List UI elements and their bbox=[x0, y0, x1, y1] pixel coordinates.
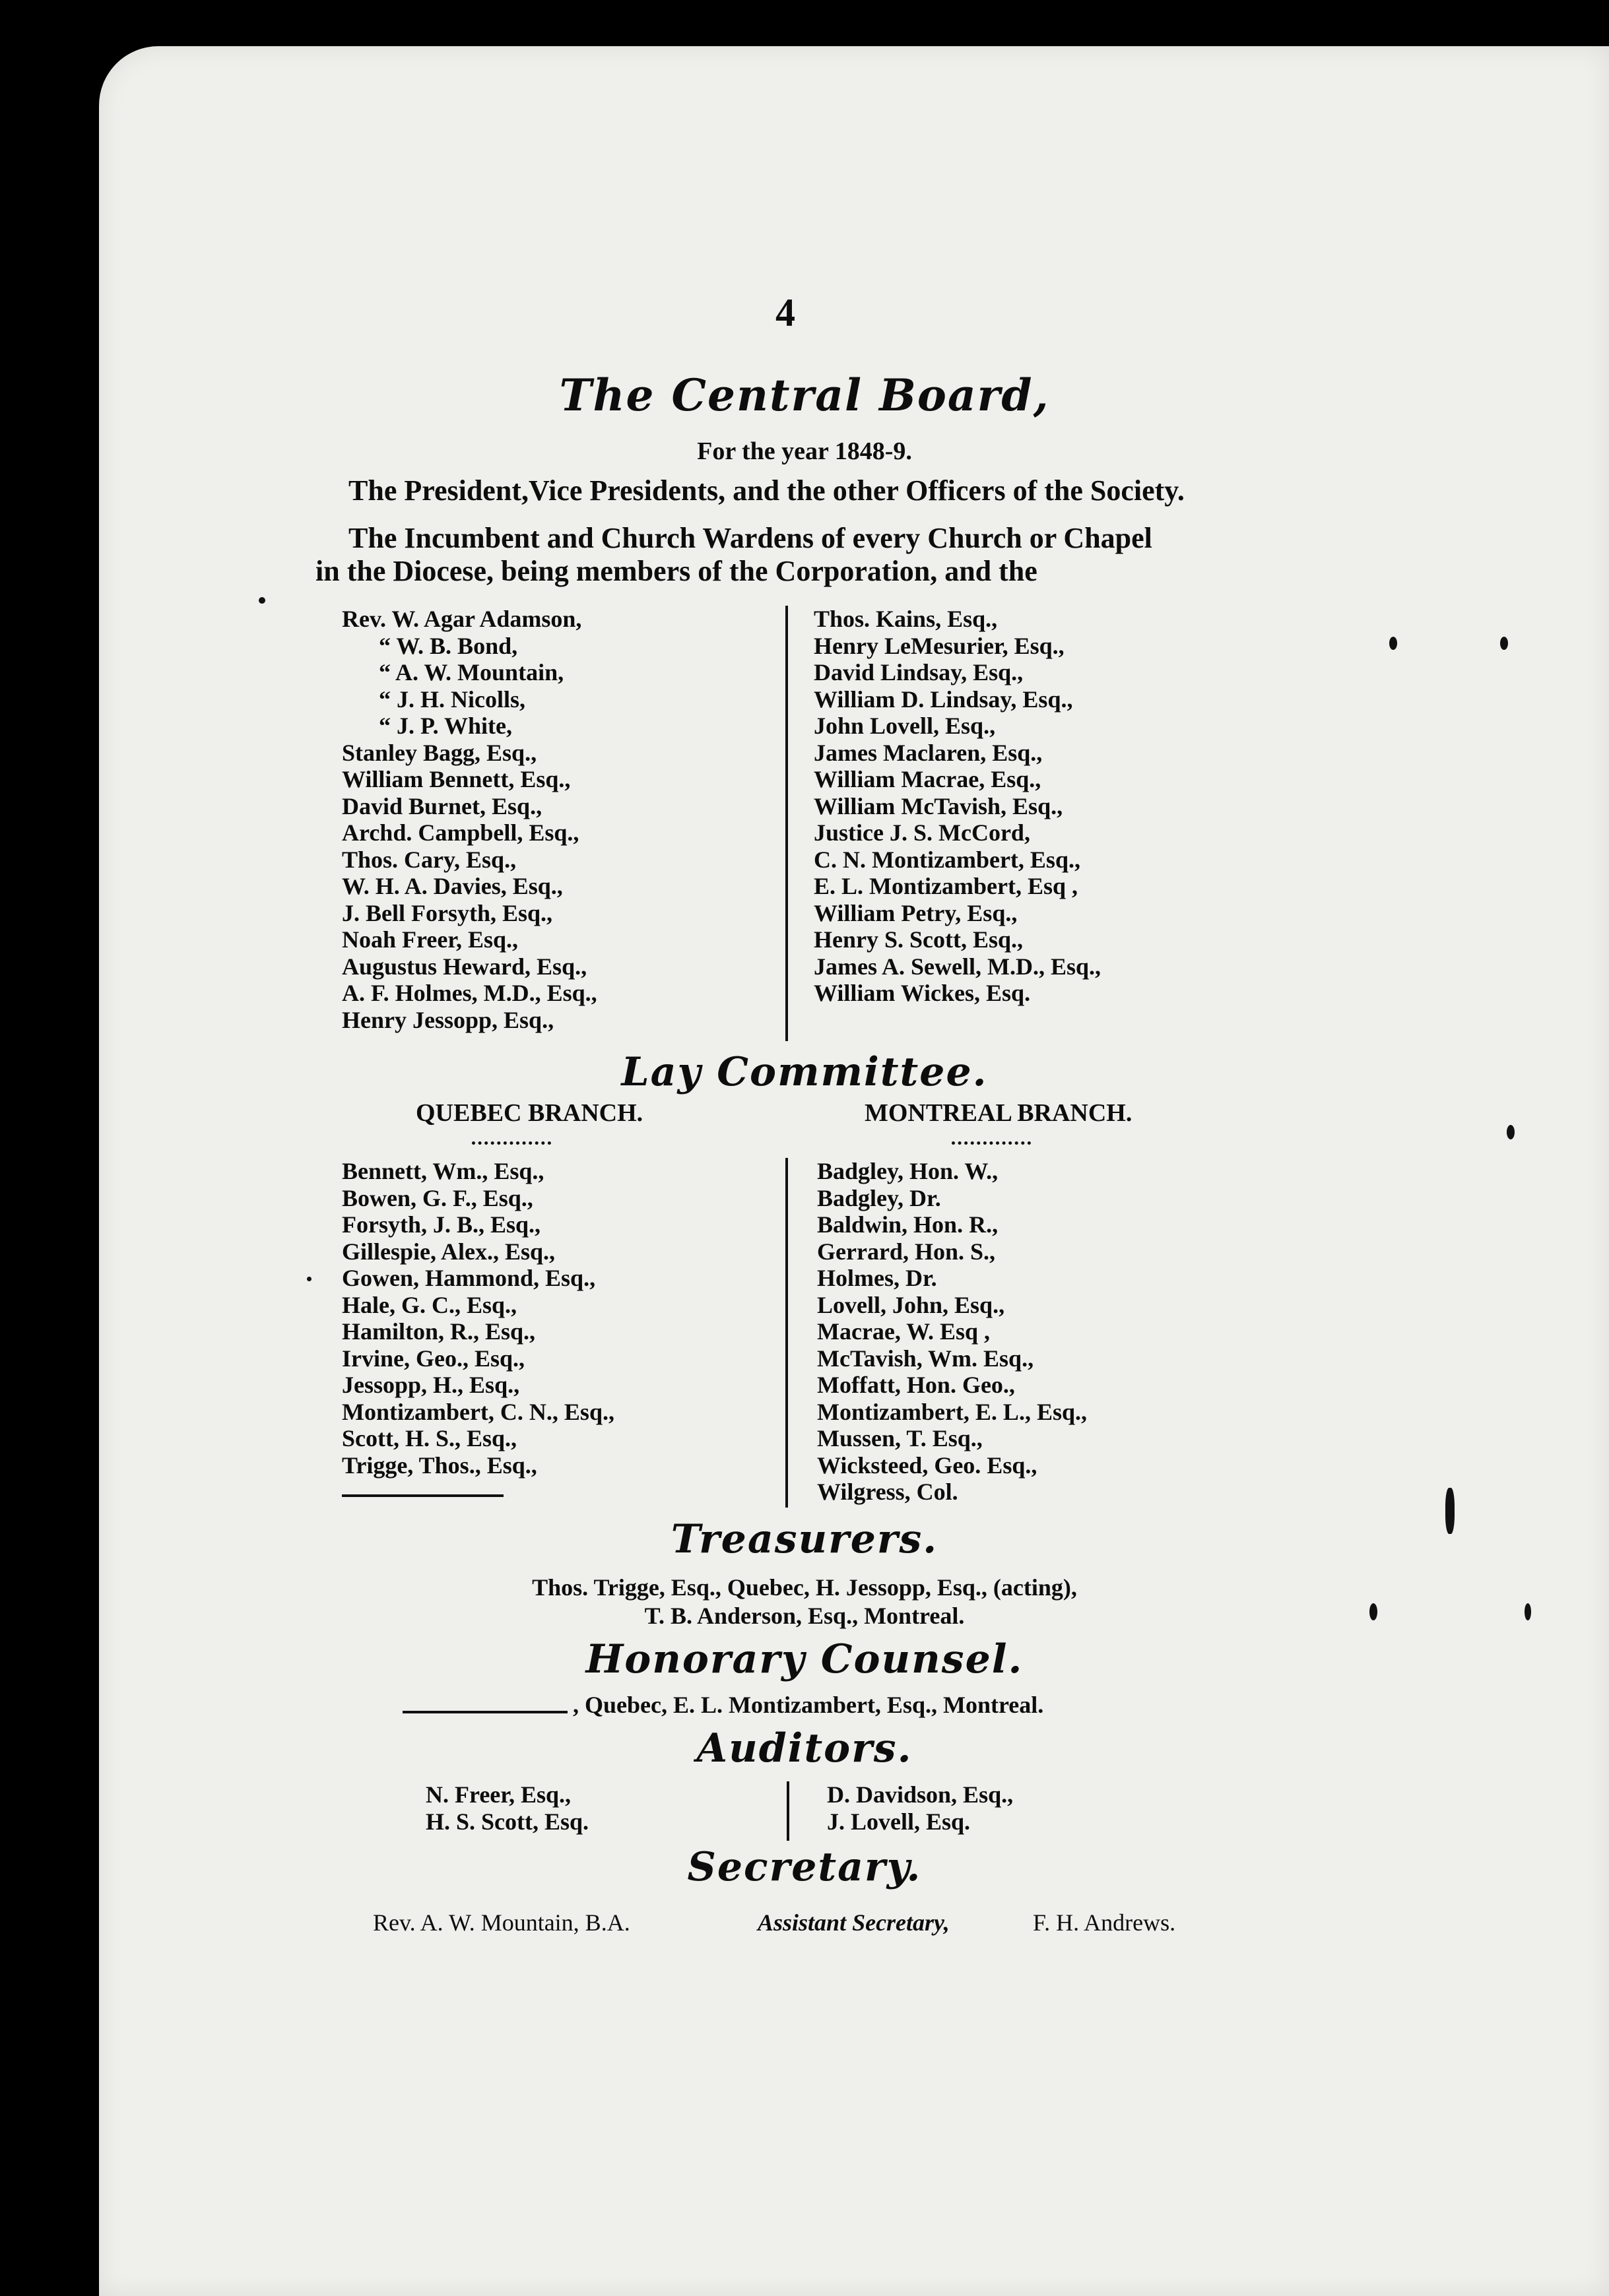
assistant-secretary-label: Assistant Secretary, bbox=[758, 1909, 950, 1936]
list-item: William Bennett, Esq., bbox=[342, 766, 571, 792]
list-item: Bowen, G. F., Esq., bbox=[342, 1184, 533, 1211]
heading-ornament bbox=[952, 1136, 1031, 1145]
central-board-subtitle: For the year 1848-9. bbox=[697, 437, 912, 465]
list-item: William McTavish, Esq., bbox=[814, 792, 1063, 819]
central-board-paragraph-2-line-2: in the Diocese, being members of the Corporation, and the bbox=[315, 555, 1037, 587]
montreal-branch-heading: MONTREAL BRANCH. bbox=[865, 1099, 1133, 1127]
quebec-branch-heading: QUEBEC BRANCH. bbox=[416, 1099, 643, 1127]
list-item: J. Lovell, Esq. bbox=[827, 1808, 971, 1835]
list-item: Bennett, Wm., Esq., bbox=[342, 1158, 544, 1184]
list-item: William D. Lindsay, Esq., bbox=[814, 686, 1073, 713]
list-item: Badgley, Dr. bbox=[817, 1184, 941, 1211]
list-item: Montizambert, E. L., Esq., bbox=[817, 1398, 1087, 1425]
list-item: Baldwin, Hon. R., bbox=[817, 1211, 999, 1238]
list-item: Scott, H. S., Esq., bbox=[342, 1425, 517, 1451]
list-item: E. L. Montizambert, Esq , bbox=[814, 873, 1078, 899]
list-item: Augustus Heward, Esq., bbox=[342, 953, 587, 980]
list-item: Montizambert, C. N., Esq., bbox=[342, 1398, 614, 1425]
ink-speck bbox=[1500, 637, 1508, 650]
list-item: Wicksteed, Geo. Esq., bbox=[817, 1451, 1037, 1479]
list-item: William Petry, Esq., bbox=[814, 899, 1018, 926]
list-item: Rev. W. Agar Adamson, bbox=[342, 606, 582, 632]
list-item: Thos. Kains, Esq., bbox=[814, 606, 998, 632]
honorary-counsel-title: Honorary Counsel. bbox=[585, 1636, 1024, 1682]
list-item: N. Freer, Esq., bbox=[426, 1781, 571, 1808]
list-item: Mussen, T. Esq., bbox=[817, 1425, 983, 1451]
list-item: Henry Jessopp, Esq., bbox=[342, 1006, 554, 1033]
list-item: “ W. B. Bond, bbox=[379, 632, 518, 659]
closing-rule bbox=[342, 1494, 504, 1497]
list-item: Henry S. Scott, Esq., bbox=[814, 926, 1024, 953]
list-item: Macrae, W. Esq , bbox=[817, 1318, 991, 1345]
list-item: Moffatt, Hon. Geo., bbox=[817, 1372, 1015, 1398]
list-item: John Lovell, Esq., bbox=[814, 713, 996, 739]
list-item: David Lindsay, Esq., bbox=[814, 659, 1024, 686]
ink-speck bbox=[307, 1277, 312, 1281]
list-item: “ J. H. Nicolls, bbox=[379, 686, 525, 713]
list-item: D. Davidson, Esq., bbox=[827, 1781, 1014, 1808]
list-item: Thos. Cary, Esq., bbox=[342, 846, 517, 873]
page-number: 4 bbox=[775, 291, 795, 335]
central-board-left-list bbox=[342, 606, 597, 1033]
list-item: Gillespie, Alex., Esq., bbox=[342, 1238, 556, 1265]
list-item: Jessopp, H., Esq., bbox=[342, 1372, 520, 1398]
list-item: Irvine, Geo., Esq., bbox=[342, 1345, 525, 1372]
list-item: A. F. Holmes, M.D., Esq., bbox=[342, 980, 597, 1006]
central-board-right-list bbox=[814, 606, 1101, 1007]
montreal-branch-list bbox=[817, 1158, 1087, 1506]
list-item: Forsyth, J. B., Esq., bbox=[342, 1211, 541, 1238]
heading-ornament bbox=[472, 1136, 551, 1145]
list-item: Henry LeMesurier, Esq., bbox=[814, 632, 1065, 659]
list-item: Archd. Campbell, Esq., bbox=[342, 819, 579, 846]
ink-speck bbox=[1369, 1603, 1377, 1620]
assistant-secretary-name: F. H. Andrews. bbox=[1033, 1909, 1176, 1936]
list-item: Lovell, John, Esq., bbox=[817, 1291, 1005, 1318]
honorary-counsel-line: , Quebec, E. L. Montizambert, Esq., Montreal. bbox=[573, 1692, 1044, 1718]
list-item: Justice J. S. McCord, bbox=[814, 819, 1030, 846]
secretary-name: Rev. A. W. Mountain, B.A. bbox=[373, 1909, 630, 1936]
list-item: J. Bell Forsyth, Esq., bbox=[342, 899, 553, 926]
list-item: Noah Freer, Esq., bbox=[342, 926, 519, 953]
list-item: “ A. W. Mountain, bbox=[379, 659, 564, 686]
list-item: McTavish, Wm. Esq., bbox=[817, 1345, 1034, 1372]
auditors-title: Auditors. bbox=[696, 1725, 913, 1771]
list-item: Hale, G. C., Esq., bbox=[342, 1291, 517, 1318]
list-item: Badgley, Hon. W., bbox=[817, 1158, 999, 1184]
treasurers-title: Treasurers. bbox=[671, 1516, 938, 1562]
quebec-branch-list bbox=[342, 1158, 614, 1479]
vacant-name-rule bbox=[403, 1711, 568, 1713]
treasurers-line-1: Thos. Trigge, Esq., Quebec, H. Jessopp, Esq., (acting), bbox=[532, 1574, 1077, 1601]
list-item: Gowen, Hammond, Esq., bbox=[342, 1265, 596, 1291]
ink-speck bbox=[1507, 1125, 1515, 1139]
treasurers-line-2: T. B. Anderson, Esq., Montreal. bbox=[644, 1603, 965, 1629]
secretary-title: Secretary. bbox=[687, 1844, 922, 1890]
list-item: James A. Sewell, M.D., Esq., bbox=[814, 953, 1101, 980]
ink-speck bbox=[1525, 1603, 1531, 1620]
list-item: “ J. P. White, bbox=[379, 713, 513, 739]
column-divider bbox=[787, 1781, 789, 1841]
list-item: H. S. Scott, Esq. bbox=[426, 1808, 589, 1835]
list-item: David Burnet, Esq., bbox=[342, 792, 542, 819]
list-item: C. N. Montizambert, Esq., bbox=[814, 846, 1080, 873]
list-item: Wilgress, Col. bbox=[817, 1479, 958, 1505]
lay-committee-title: Lay Committee. bbox=[621, 1049, 988, 1095]
column-divider bbox=[785, 1158, 788, 1508]
list-item: Stanley Bagg, Esq., bbox=[342, 739, 537, 766]
auditors-right-list bbox=[827, 1781, 1013, 1835]
list-item: Trigge, Thos., Esq., bbox=[342, 1451, 537, 1479]
column-divider bbox=[785, 606, 788, 1041]
central-board-paragraph-1: The President,Vice Presidents, and the other Officers of the Society. bbox=[348, 474, 1185, 507]
ink-speck bbox=[259, 597, 265, 604]
list-item: W. H. A. Davies, Esq., bbox=[342, 873, 563, 899]
ink-speck bbox=[1389, 637, 1397, 650]
central-board-title: The Central Board, bbox=[559, 369, 1050, 421]
list-item: James Maclaren, Esq., bbox=[814, 739, 1043, 766]
auditors-left-list bbox=[426, 1781, 589, 1835]
list-item: William Macrae, Esq., bbox=[814, 766, 1041, 792]
ink-speck bbox=[1445, 1488, 1455, 1534]
list-item: William Wickes, Esq. bbox=[814, 980, 1031, 1006]
central-board-paragraph-2-line-1: The Incumbent and Church Wardens of every Church or Chapel bbox=[348, 522, 1152, 554]
list-item: Holmes, Dr. bbox=[817, 1265, 937, 1291]
list-item: Gerrard, Hon. S., bbox=[817, 1238, 995, 1265]
list-item: Hamilton, R., Esq., bbox=[342, 1318, 536, 1345]
